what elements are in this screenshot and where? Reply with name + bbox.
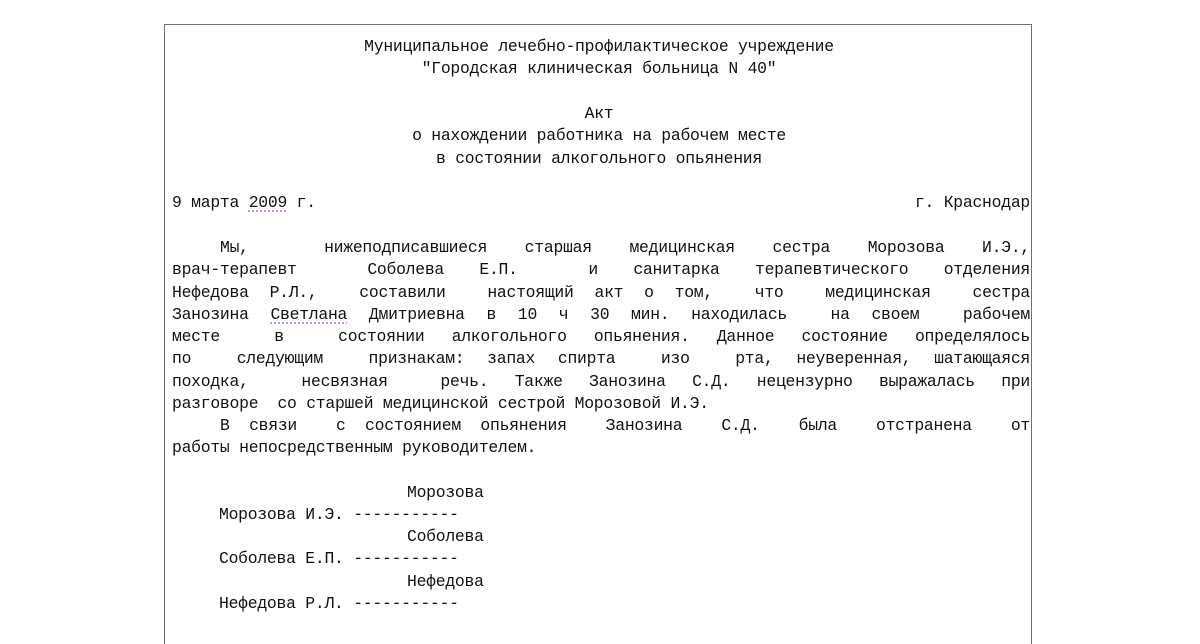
signature-soboleva: Соболева bbox=[407, 527, 484, 546]
document-subtitle-line1: о нахождении работника на рабочем месте bbox=[412, 126, 786, 145]
body-line: Мы, нижеподписавшиеся старшая медицинская сестра Морозова И.Э., bbox=[220, 238, 1030, 257]
signer-name: Морозова И.Э. bbox=[219, 505, 344, 524]
signer-row-morozova bbox=[219, 505, 459, 525]
org-name-line1: Муниципальное лечебно-профилактическое учреждение bbox=[364, 37, 834, 56]
body-line: В связи с состоянием опьянения Занозина С.Д. была отстранена от bbox=[220, 416, 1030, 435]
signature-nefedova: Нефедова bbox=[407, 572, 484, 591]
signer-name: Нефедова Р.Л. bbox=[219, 594, 344, 613]
date-year: 2009 bbox=[248, 193, 288, 212]
body-line: Нефедова Р.Л., составили настоящий акт о том, что медицинская сестра bbox=[172, 283, 1030, 302]
signer-row-soboleva bbox=[219, 549, 459, 569]
document-city: г. Краснодар bbox=[914, 193, 1030, 212]
org-name-line2: "Городская клиническая больница N 40" bbox=[421, 59, 777, 78]
body-text: Занозина bbox=[172, 305, 271, 324]
date-prefix: 9 марта bbox=[172, 193, 249, 212]
body-line: врач-терапевт Соболева Е.П. и санитарка терапевтического отделения bbox=[172, 260, 1030, 279]
spellcheck-word: Светлана bbox=[270, 305, 348, 324]
body-text: Дмитриевна в 10 ч 30 мин. находилась на своем рабочем bbox=[347, 305, 1030, 324]
document-date bbox=[172, 193, 316, 213]
signature-line: ----------- bbox=[353, 505, 459, 524]
body-line: походка, несвязная речь. Также Занозина С.Д. нецензурно выражалась при bbox=[172, 372, 1030, 391]
document-subtitle-line2: в состоянии алкогольного опьянения bbox=[436, 149, 762, 168]
body-line: разговоре со старшей медицинской сестрой Морозовой И.Э. bbox=[172, 394, 709, 413]
date-suffix: г. bbox=[287, 193, 316, 212]
document-title: Акт bbox=[584, 104, 614, 123]
body-line: работы непосредственным руководителем. bbox=[172, 438, 537, 457]
body-line bbox=[172, 305, 1030, 325]
body-line: по следующим признакам: запах спирта изо рта, неуверенная, шатающаяся bbox=[172, 349, 1030, 368]
signature-line: ----------- bbox=[353, 549, 459, 568]
signer-row-nefedova bbox=[219, 594, 459, 614]
signature-morozova: Морозова bbox=[407, 483, 484, 502]
signature-line: ----------- bbox=[353, 594, 459, 613]
body-line: месте в состоянии алкогольного опьянения. Данное состояние определялось bbox=[172, 327, 1030, 346]
signer-name: Соболева Е.П. bbox=[219, 549, 344, 568]
